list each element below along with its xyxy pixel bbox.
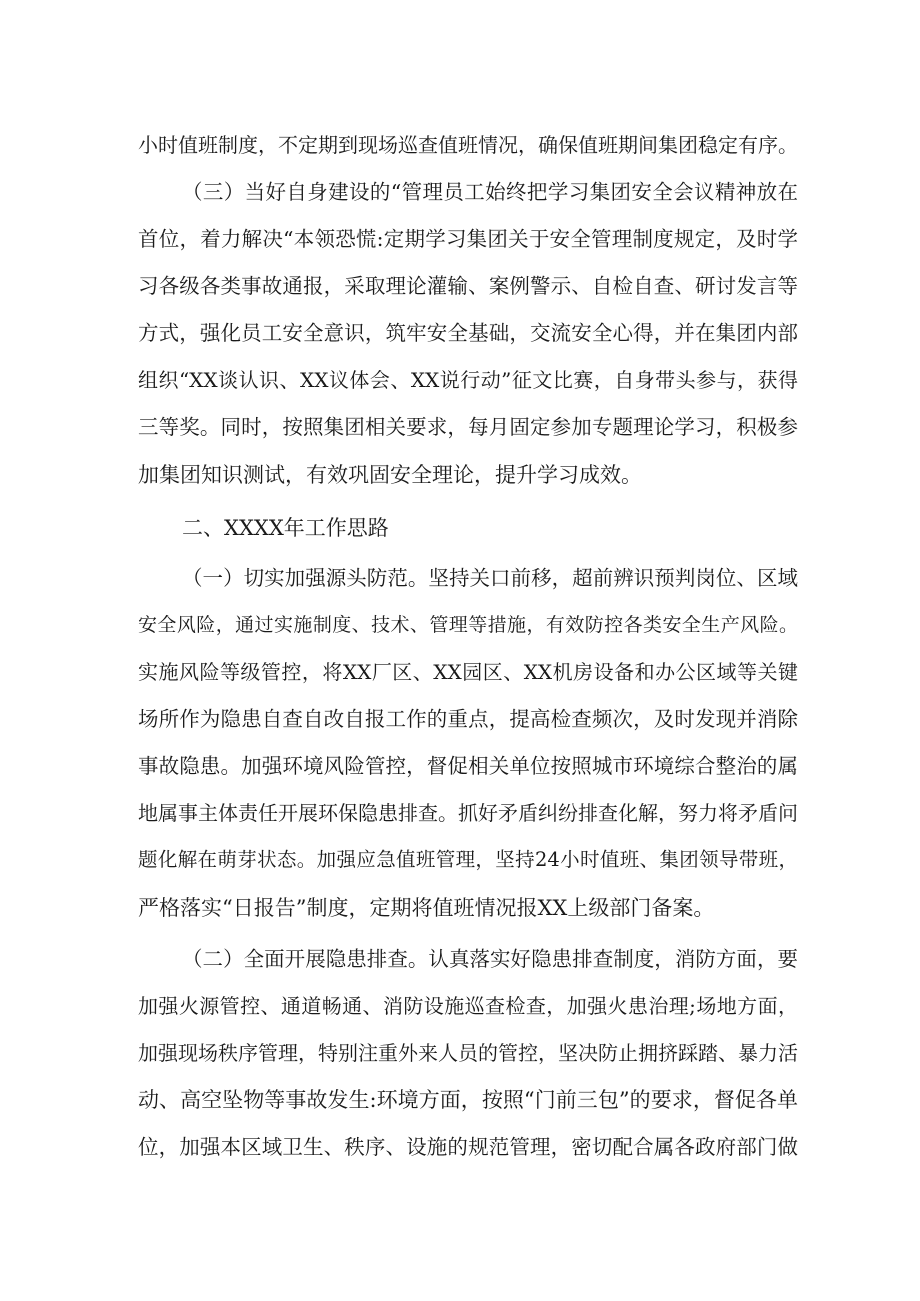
paragraph-line: 场所作为隐患自查自改自报工作的重点，提高检查频次，及时发现并消除 <box>138 707 798 731</box>
paragraph-line: 三等奖。同时，按照集团相关要求，每月固定参加专题理论学习，积极参 <box>138 415 798 439</box>
paragraph-line: 小时值班制度，不定期到现场巡查值班情况，确保值班期间集团稳定有序。 <box>138 133 798 157</box>
paragraph-line: （一）切实加强源头防范。坚持关口前移，超前辨识预判岗位、区域 <box>182 566 798 590</box>
paragraph-line: （二）全面开展隐患排查。认真落实好隐患排查制度，消防方面，要 <box>182 947 798 971</box>
paragraph-line: 动、高空坠物等事故发生:环境方面，按照“门前三包”的要求，督促各单 <box>138 1088 798 1112</box>
paragraph-line: （三）当好自身建设的“管理员工始终把学习集团安全会议精神放在 <box>182 180 798 204</box>
paragraph-line: 习各级各类事故通报，采取理论灌输、案例警示、自检自查、研讨发言等 <box>138 274 798 298</box>
paragraph-line: 地属事主体责任开展环保隐患排查。抓好矛盾纠纷排查化解，努力将矛盾问 <box>138 801 798 825</box>
paragraph-line: 位，加强本区域卫生、秩序、设施的规范管理，密切配合属各政府部门做 <box>138 1135 798 1159</box>
paragraph-line: 题化解在萌芽状态。加强应急值班管理，坚持24小时值班、集团领导带班， <box>138 848 798 871</box>
paragraph-line: 严格落实“日报告”制度，定期将值班情况报XX上级部门备案。 <box>138 896 715 920</box>
section-heading: 二、XXXX年工作思路 <box>182 516 389 540</box>
paragraph-line: 方式，强化员工安全意识，筑牢安全基础，交流安全心得，并在集团内部 <box>138 321 798 345</box>
paragraph-line: 加强现场秩序管理，特别注重外来人员的管控，坚决防止拥挤踩踏、暴力活 <box>138 1041 798 1065</box>
paragraph-line: 事故隐患。加强环境风险管控，督促相关单位按照城市环境综合整治的属 <box>138 754 798 778</box>
paragraph-line: 加强火源管控、通道畅通、消防设施巡查检查，加强火患治理;场地方面， <box>138 994 798 1018</box>
paragraph-line: 加集团知识测试，有效巩固安全理论，提升学习成效。 <box>138 463 642 487</box>
paragraph-line: 组织“XX谈认识、XX议体会、XX说行动”征文比赛，自身带头参与，获得 <box>138 368 798 392</box>
paragraph-line: 实施风险等级管控，将XX厂区、XX园区、XX机房设备和办公区域等关键 <box>138 660 798 684</box>
paragraph-line: 首位，着力解决“本领恐慌:定期学习集团关于安全管理制度规定，及时学 <box>138 227 798 251</box>
paragraph-line: 安全风险，通过实施制度、技术、管理等措施，有效防控各类安全生产风险。 <box>138 614 798 636</box>
